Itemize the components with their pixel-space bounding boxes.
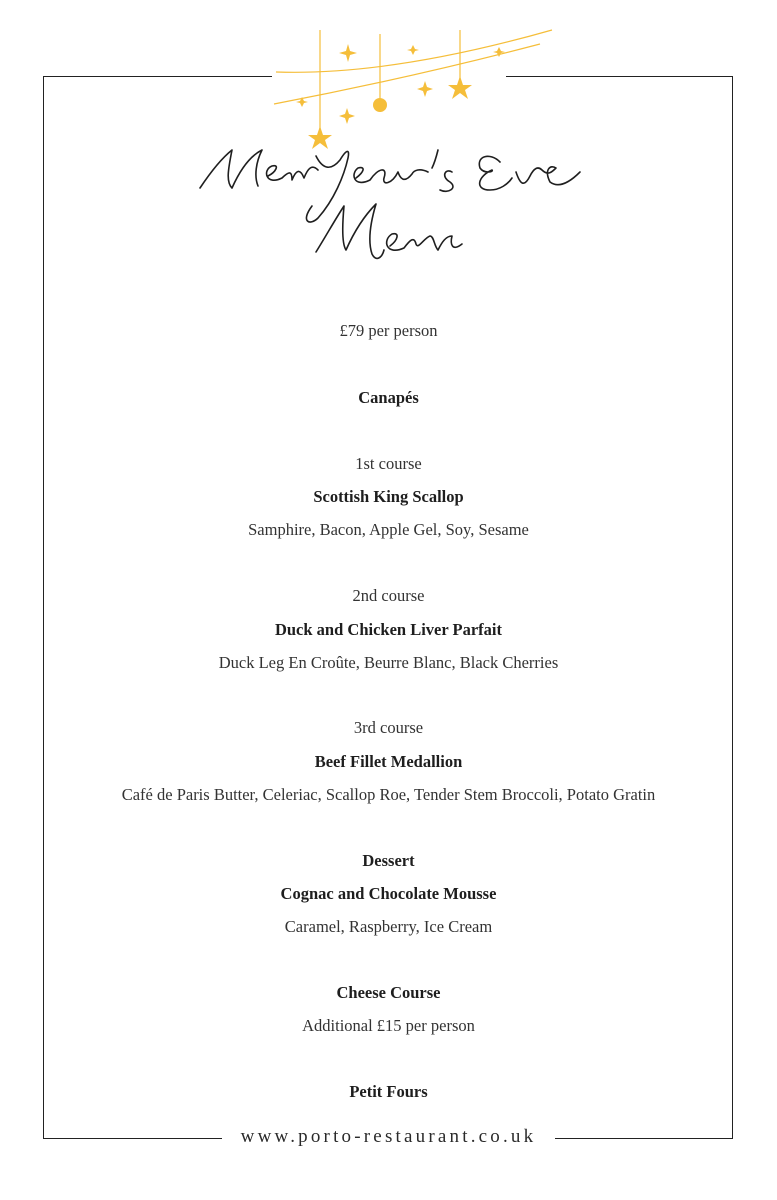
- course-description: Duck Leg En Croûte, Beurre Blanc, Black Cherries: [218, 653, 559, 672]
- course-dish: Duck and Chicken Liver Parfait: [274, 620, 503, 639]
- sparkle-icon: [339, 44, 357, 62]
- course-description: Café de Paris Butter, Celeriac, Scallop Roe, Tender Stem Broccoli, Potato Gratin: [121, 785, 656, 804]
- petit-fours-heading: Petit Fours: [349, 1082, 428, 1101]
- star-icon: [308, 126, 332, 149]
- bauble-icon: [373, 98, 387, 112]
- hanging-stars-decoration: [270, 26, 560, 156]
- course-dish: Beef Fillet Medallion: [314, 752, 463, 771]
- star-icon: [448, 76, 472, 99]
- dessert-dish: Cognac and Chocolate Mousse: [280, 884, 497, 903]
- sparkle-icon: [407, 45, 419, 55]
- sparkle-icon: [417, 81, 433, 97]
- website-link[interactable]: www.porto-restaurant.co.uk: [240, 1126, 537, 1147]
- cheese-description: Additional £15 per person: [302, 1016, 475, 1035]
- menu-frame: [43, 76, 733, 1139]
- price-text: £79 per person: [339, 321, 438, 340]
- cheese-heading: Cheese Course: [336, 983, 441, 1002]
- course-label: 2nd course: [352, 586, 425, 605]
- course-dish: Scottish King Scallop: [313, 487, 464, 506]
- dessert-description: Caramel, Raspberry, Ice Cream: [284, 917, 493, 936]
- canapes-heading: Canapés: [358, 388, 419, 407]
- course-label: 3rd course: [353, 718, 424, 737]
- dessert-heading: Dessert: [362, 851, 415, 870]
- sparkle-icon: [296, 97, 308, 107]
- course-description: Samphire, Bacon, Apple Gel, Soy, Sesame: [248, 520, 529, 539]
- course-label: 1st course: [355, 454, 422, 473]
- sparkle-icon: [339, 108, 355, 124]
